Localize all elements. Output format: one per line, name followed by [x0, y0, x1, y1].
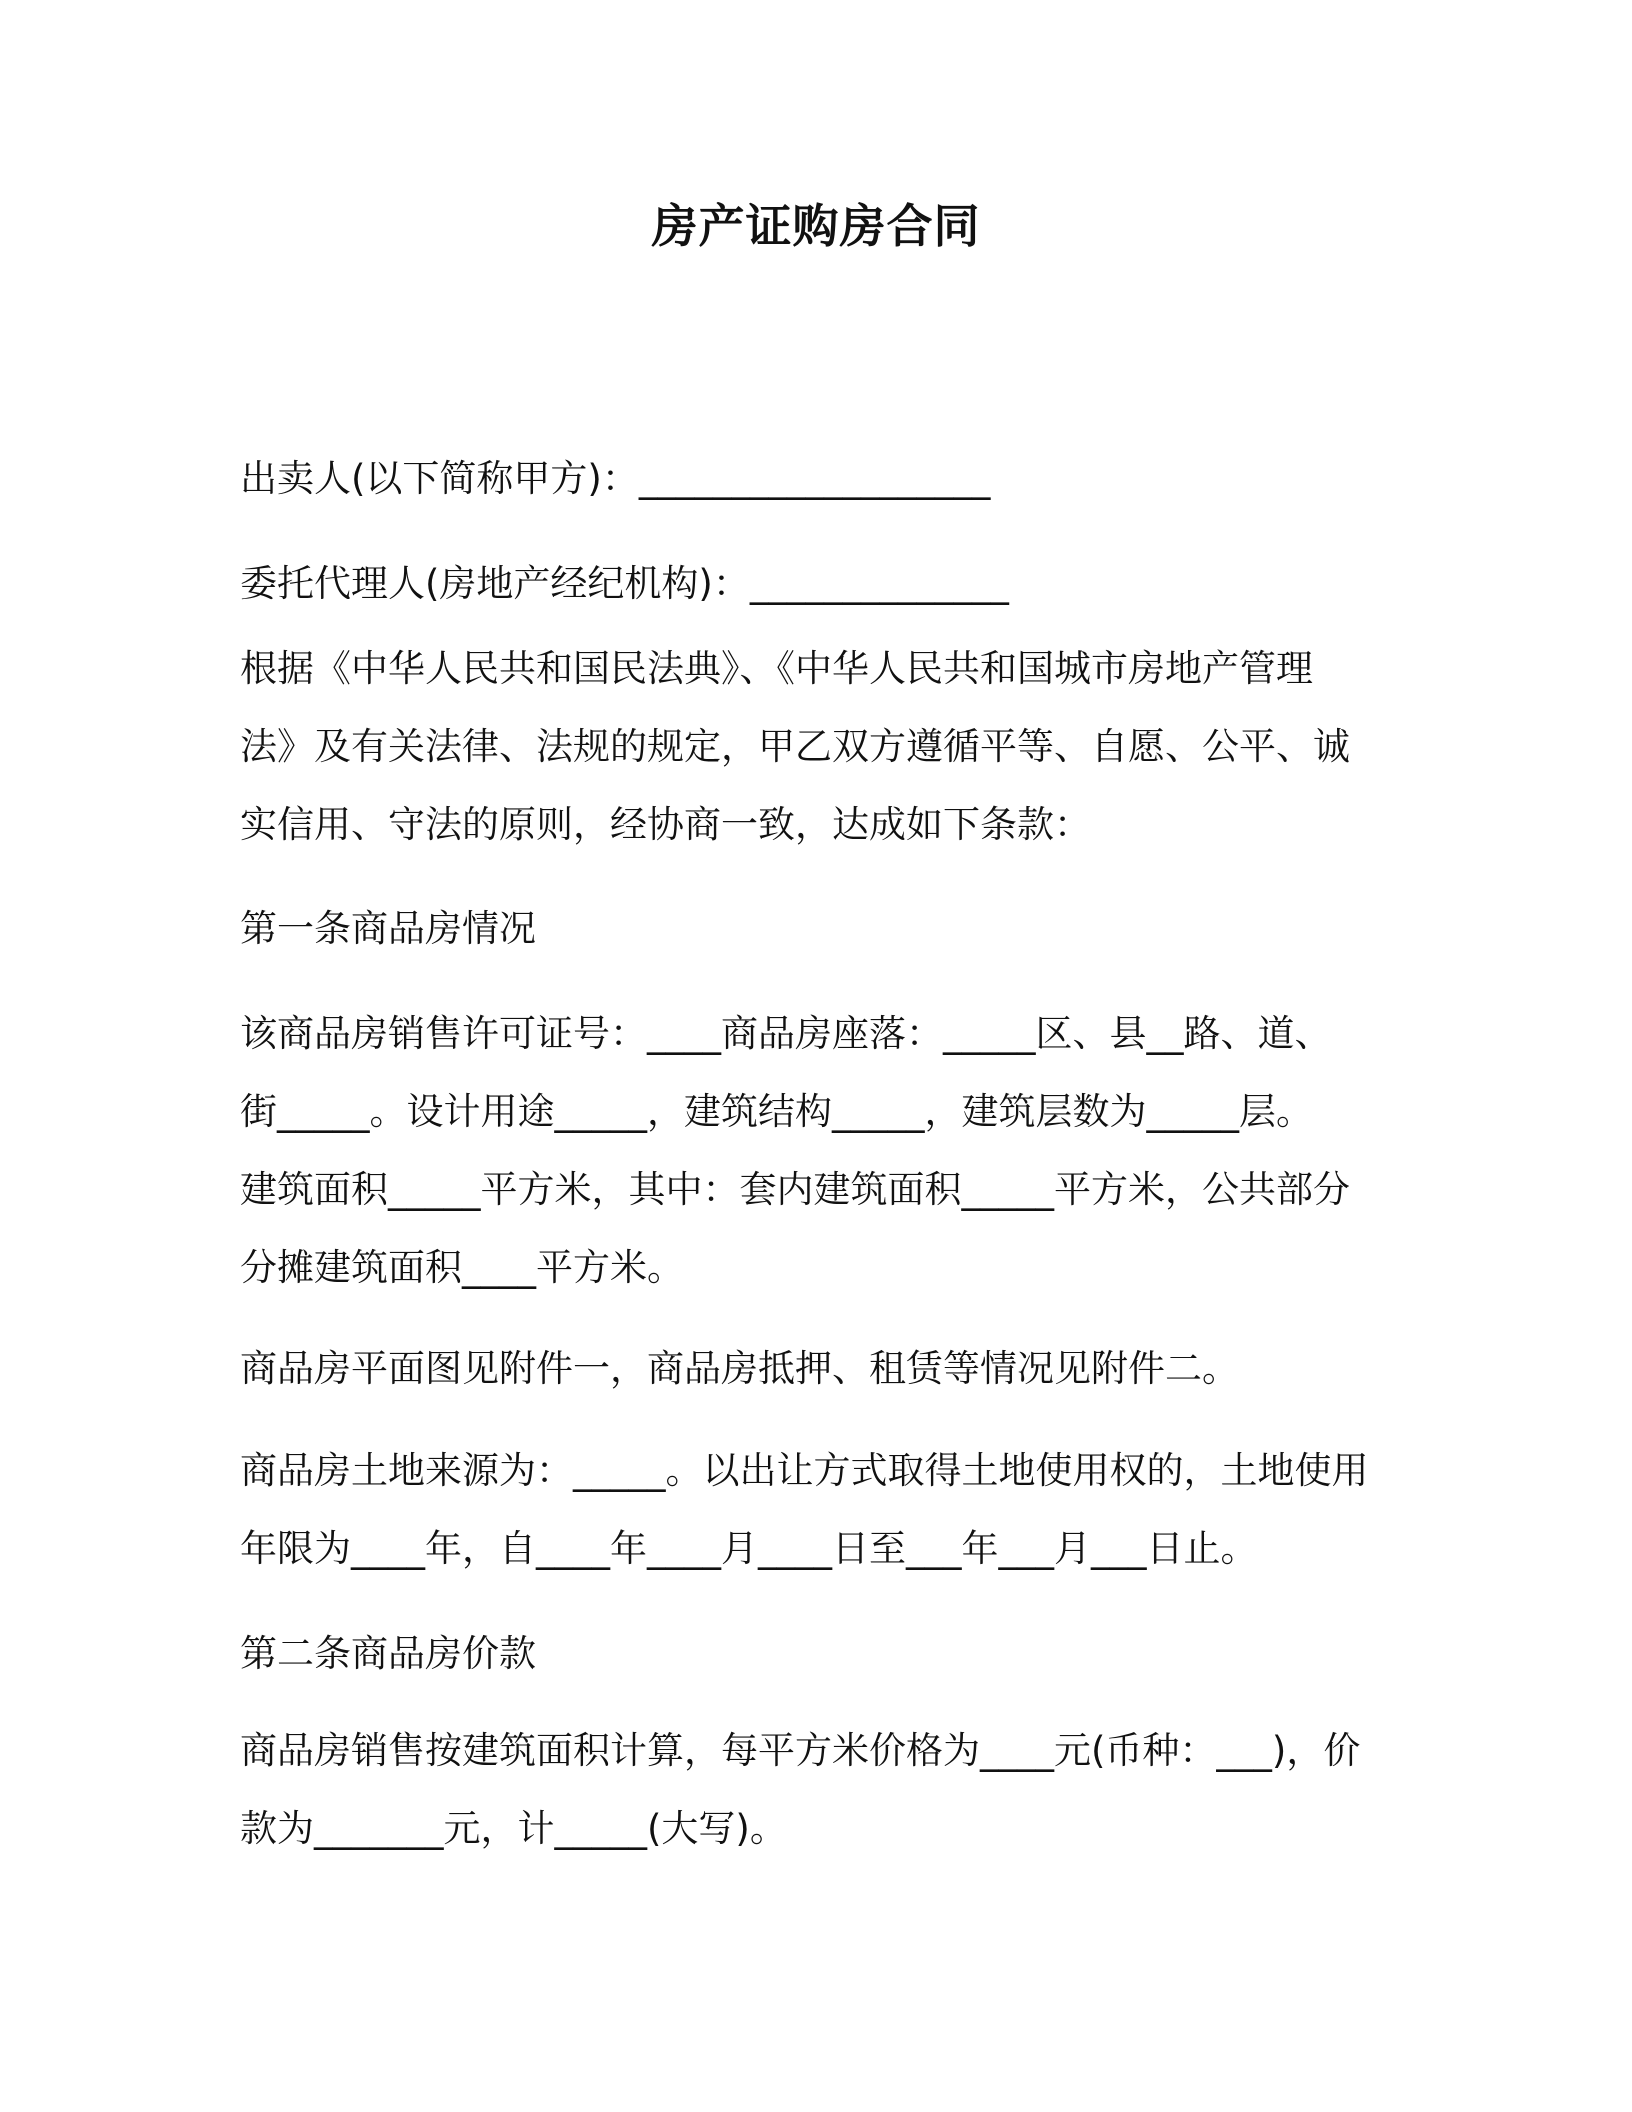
attachments-paragraph: 商品房平面图见附件一，商品房抵押、租赁等情况见附件二。 — [240, 1347, 1239, 1390]
agent-field: 委托代理人(房地产经纪机构)：______________ — [240, 562, 1009, 605]
article-2-heading: 第二条商品房价款 — [240, 1632, 536, 1675]
seller-field: 出卖人(以下简称甲方)：___________________ — [240, 457, 991, 500]
details-line: 分摊建筑面积____平方米。 — [240, 1246, 684, 1289]
preamble-paragraph — [240, 630, 1400, 864]
price-line: 款为_______元，计_____(大写)。 — [240, 1807, 787, 1850]
preamble-line: 根据《中华人民共和国民法典》、《中华人民共和国城市房地产管理 — [240, 647, 1313, 690]
article-1-heading: 第一条商品房情况 — [240, 907, 536, 950]
land-line: 年限为____年，自____年____月____日至___年___月___日止。 — [240, 1527, 1258, 1570]
details-line: 该商品房销售许可证号：____商品房座落：_____区、县__路、道、 — [240, 1012, 1332, 1055]
land-line: 商品房土地来源为：_____。以出让方式取得土地使用权的，土地使用 — [240, 1449, 1369, 1492]
article-1-details — [240, 995, 1400, 1307]
details-line: 建筑面积_____平方米，其中：套内建筑面积_____平方米，公共部分 — [240, 1168, 1350, 1211]
price-line: 商品房销售按建筑面积计算，每平方米价格为____元(币种：___)，价 — [240, 1729, 1361, 1772]
details-line: 街_____。设计用途_____，建筑结构_____，建筑层数为_____层。 — [240, 1090, 1313, 1133]
article-2-price — [240, 1712, 1400, 1868]
land-source-paragraph — [240, 1432, 1400, 1588]
document-title: 房产证购房合同 — [651, 199, 981, 253]
preamble-line: 实信用、守法的原则，经协商一致，达成如下条款： — [240, 803, 1091, 846]
preamble-line: 法》及有关法律、法规的规定，甲乙双方遵循平等、自愿、公平、诚 — [240, 725, 1350, 768]
